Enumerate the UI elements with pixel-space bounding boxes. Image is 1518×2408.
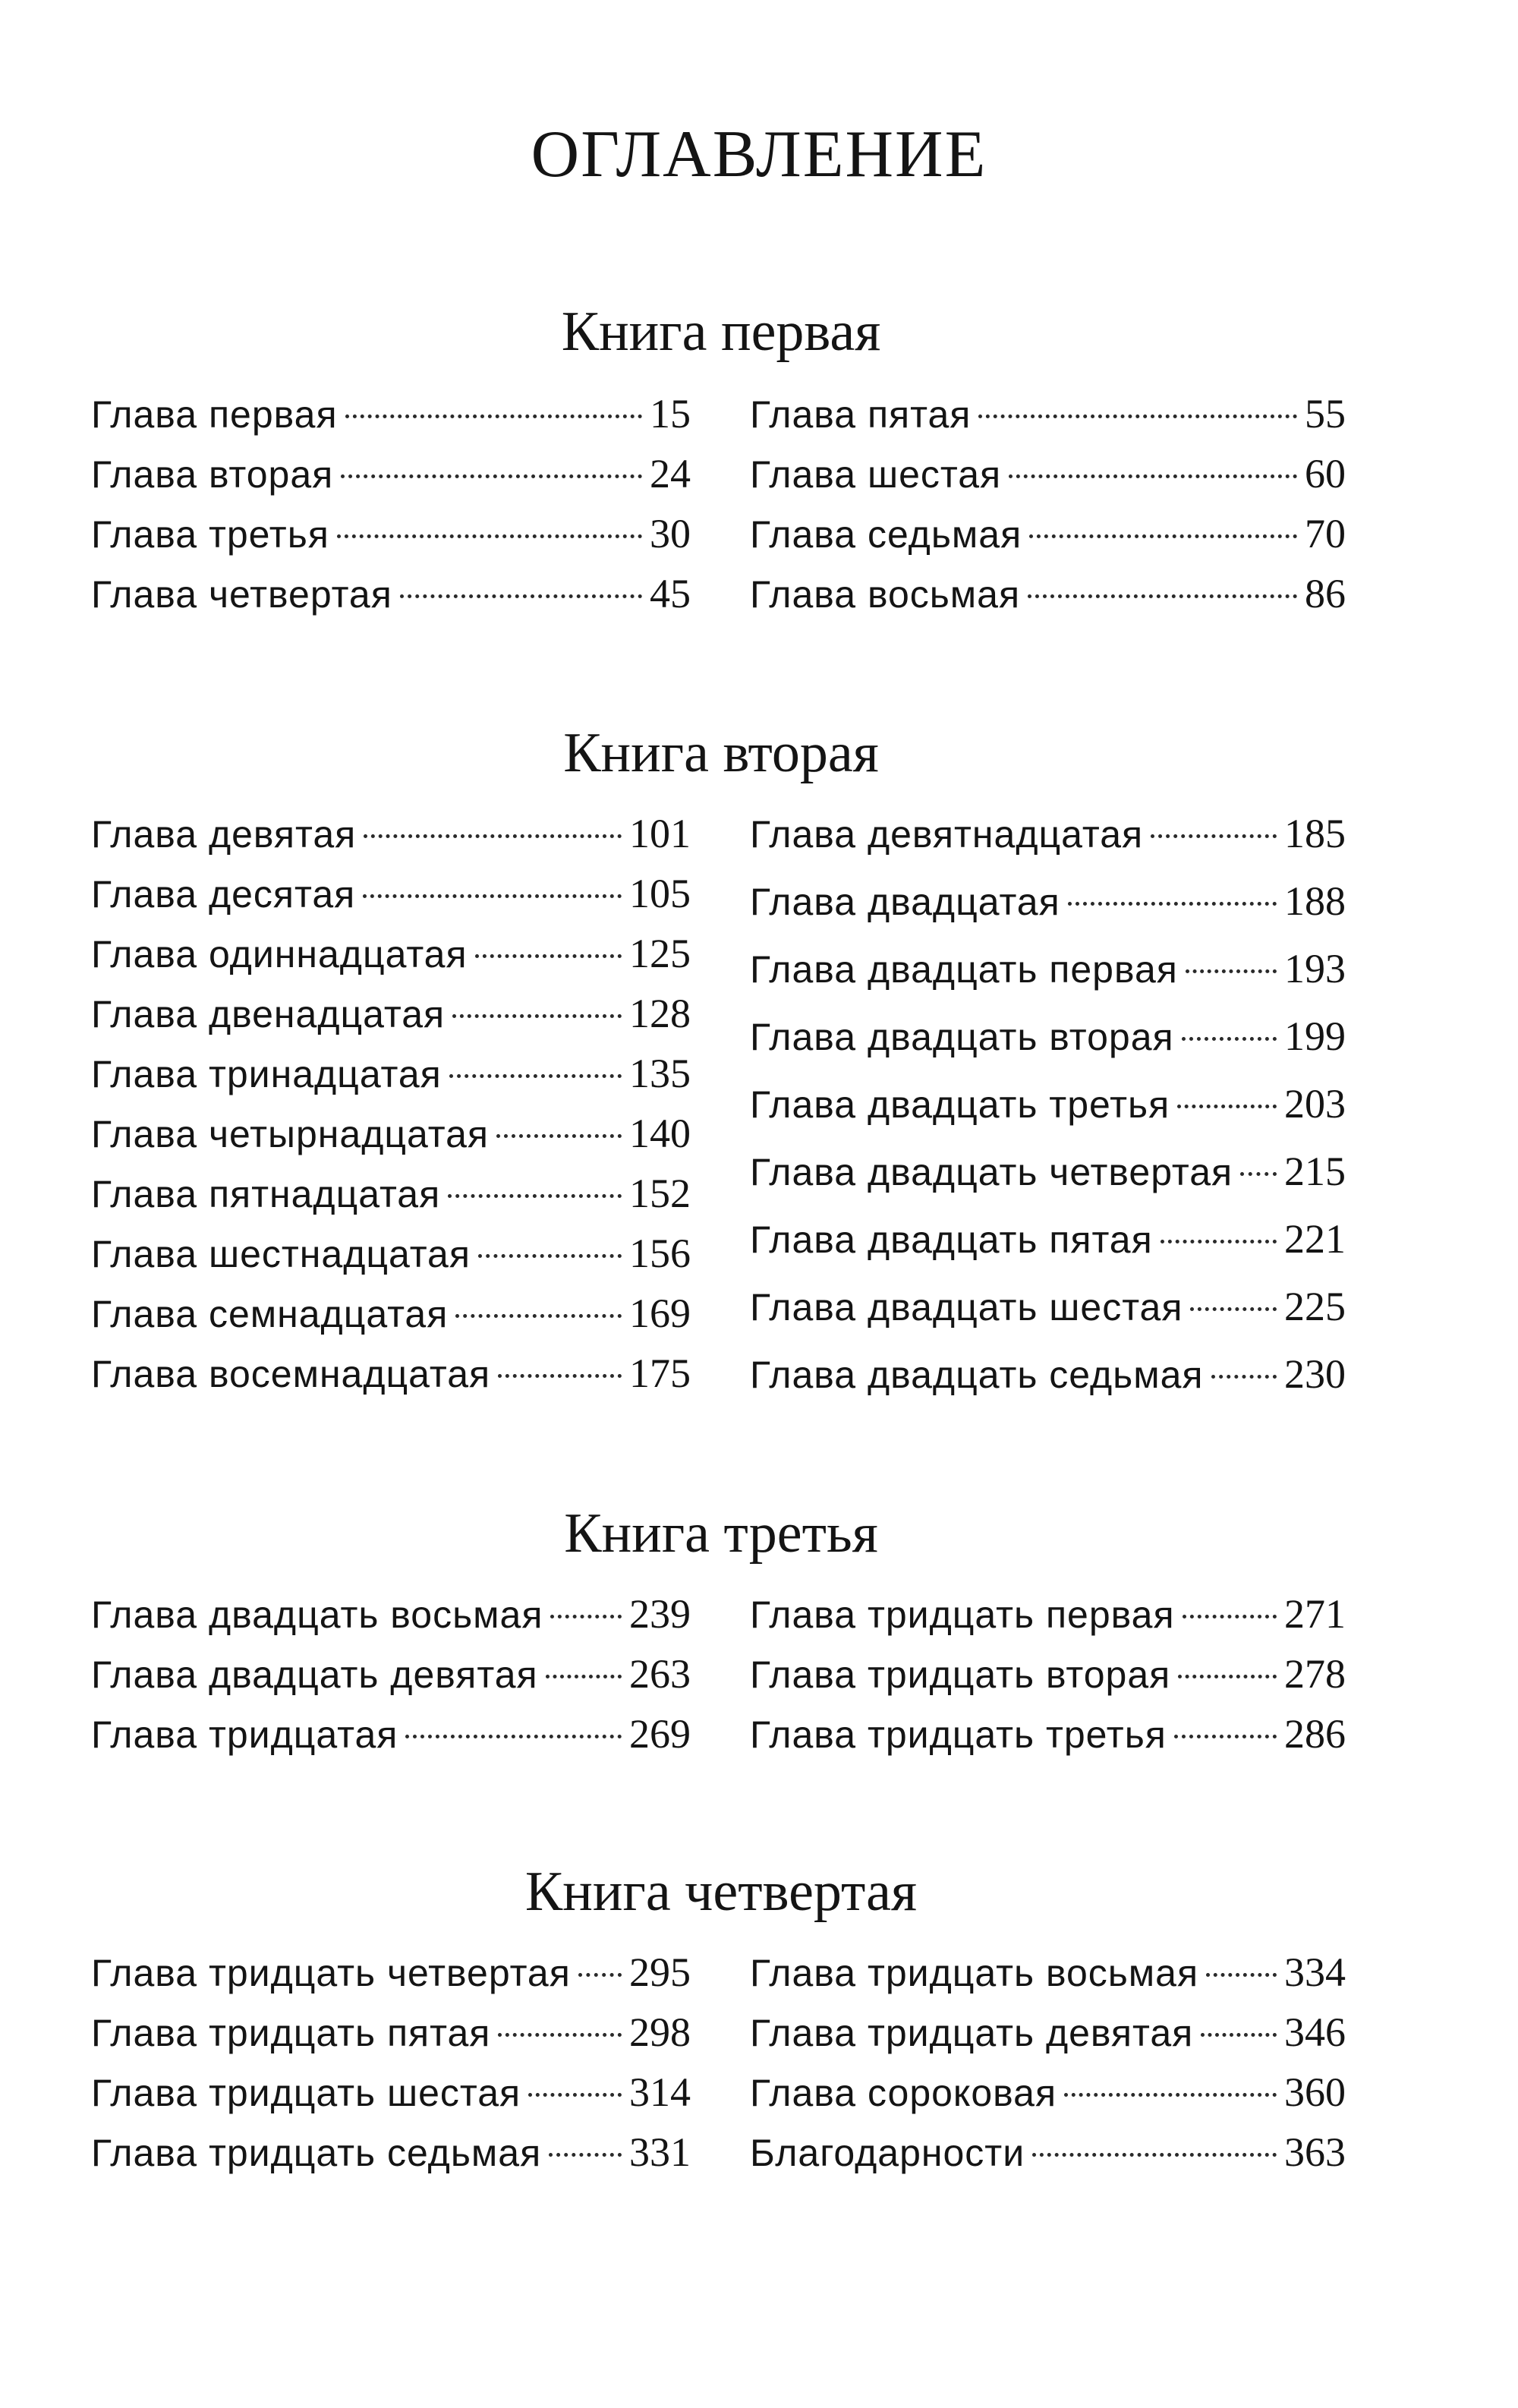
- dot-leader: [1174, 1735, 1277, 1738]
- entry-page: 30: [650, 511, 691, 556]
- entry-page: 188: [1284, 878, 1346, 924]
- dot-leader: [498, 2033, 622, 2037]
- entry-title: Глава сороковая: [750, 2072, 1057, 2114]
- dot-leader: [1211, 1375, 1277, 1379]
- dot-leader: [1177, 1105, 1277, 1108]
- entry-page: 363: [1284, 2129, 1346, 2175]
- dot-leader: [550, 1615, 622, 1618]
- dot-leader: [528, 2093, 622, 2097]
- entry-title: Глава тридцать восьмая: [750, 1952, 1199, 1994]
- dot-leader: [1206, 1973, 1277, 1977]
- entry-page: 271: [1284, 1591, 1346, 1637]
- entry-page: 360: [1284, 2069, 1346, 2115]
- entry-title: Глава тридцать четвертая: [91, 1952, 571, 1994]
- toc-entry[interactable]: [750, 511, 1346, 557]
- toc-entry[interactable]: [91, 2069, 691, 2116]
- entry-title: Глава тридцать третья: [750, 1713, 1167, 1756]
- book-title-2: Книга вторая: [563, 722, 879, 784]
- entry-page: 86: [1305, 571, 1346, 616]
- entry-title: Глава девятая: [91, 813, 357, 856]
- dot-leader: [578, 1973, 622, 1977]
- entry-title: Глава четвертая: [91, 573, 392, 616]
- entry-page: 286: [1284, 1711, 1346, 1757]
- entry-title: Глава двадцать шестая: [750, 1286, 1183, 1328]
- entry-page: 221: [1284, 1216, 1346, 1262]
- entry-title: Глава одиннадцатая: [91, 933, 468, 975]
- entry-title: Глава тридцать шестая: [91, 2072, 521, 2114]
- entry-title: Глава двадцать девятая: [91, 1653, 538, 1696]
- toc-entry[interactable]: [91, 1111, 691, 1157]
- dot-leader: [1240, 1172, 1277, 1176]
- toc-entry[interactable]: [750, 1591, 1346, 1637]
- dot-leader: [1182, 1037, 1277, 1041]
- toc-entry[interactable]: [91, 391, 691, 437]
- entry-title: Глава девятнадцатая: [750, 813, 1144, 856]
- dot-leader: [549, 2153, 622, 2157]
- entry-page: 295: [629, 1949, 691, 1995]
- dot-leader: [498, 1374, 622, 1378]
- entry-title: Глава тридцать вторая: [750, 1653, 1171, 1696]
- dot-leader: [1178, 1675, 1277, 1678]
- toc-entry[interactable]: [91, 1351, 691, 1397]
- entry-title: Глава двадцать седьмая: [750, 1354, 1204, 1396]
- dot-leader: [1064, 2093, 1277, 2097]
- toc-entry[interactable]: [91, 811, 691, 857]
- entry-page: 193: [1284, 946, 1346, 991]
- entry-page: 15: [650, 391, 691, 437]
- toc-entry[interactable]: [750, 811, 1346, 857]
- toc-entry[interactable]: [750, 1216, 1346, 1262]
- toc-entry[interactable]: [750, 1284, 1346, 1330]
- toc-entry[interactable]: [750, 1949, 1346, 1996]
- entry-title: Глава двадцатая: [750, 881, 1060, 923]
- entry-title: Глава двадцать первая: [750, 948, 1178, 991]
- entry-title: Глава восемнадцатая: [91, 1353, 491, 1395]
- entry-page: 140: [629, 1111, 691, 1156]
- toc-entry[interactable]: [91, 1949, 691, 1996]
- book-title-4: Книга четвертая: [524, 1861, 918, 1923]
- dot-leader: [1190, 1307, 1277, 1311]
- dot-leader: [341, 474, 642, 478]
- entry-page: 60: [1305, 451, 1346, 496]
- entry-title: Глава двадцать пятая: [750, 1218, 1153, 1261]
- dot-leader: [1201, 2033, 1277, 2037]
- dot-leader: [345, 414, 642, 418]
- toc-entry[interactable]: [750, 451, 1346, 497]
- entry-title: Глава шестая: [750, 453, 1002, 496]
- entry-page: 225: [1284, 1284, 1346, 1329]
- entry-title: Глава тринадцатая: [91, 1053, 442, 1095]
- entry-page: 156: [629, 1231, 691, 1276]
- entry-title: Глава тридцать первая: [750, 1593, 1175, 1636]
- entry-page: 199: [1284, 1013, 1346, 1059]
- entry-title: Глава двадцать вторая: [750, 1016, 1174, 1058]
- dot-leader: [452, 1014, 622, 1018]
- toc-entry[interactable]: [750, 571, 1346, 617]
- toc-entry[interactable]: [91, 1051, 691, 1097]
- entry-title: Глава тридцатая: [91, 1713, 398, 1756]
- entry-page: 298: [629, 2009, 691, 2055]
- toc-entry[interactable]: [750, 1651, 1346, 1697]
- entry-page: 135: [629, 1051, 691, 1096]
- toc-entry[interactable]: [91, 571, 691, 617]
- dot-leader: [1029, 534, 1297, 538]
- entry-page: 125: [629, 931, 691, 976]
- entry-title: Глава седьмая: [750, 513, 1022, 556]
- toc-entry[interactable]: [750, 1149, 1346, 1195]
- entry-page: 175: [629, 1351, 691, 1396]
- toc-entry[interactable]: [750, 1711, 1346, 1757]
- entry-title: Глава первая: [91, 393, 338, 436]
- toc-entry[interactable]: [750, 391, 1346, 437]
- book-title-1: Книга первая: [561, 301, 881, 363]
- entry-title: Глава шестнадцатая: [91, 1233, 471, 1275]
- toc-entry[interactable]: [91, 1591, 691, 1637]
- dot-leader: [1009, 474, 1297, 478]
- toc-entry[interactable]: [750, 2129, 1346, 2176]
- entry-page: 230: [1284, 1351, 1346, 1397]
- entry-title: Глава пятая: [750, 393, 972, 436]
- entry-page: 105: [629, 871, 691, 916]
- entry-page: 128: [629, 991, 691, 1036]
- entry-title: Глава тридцать седьмая: [91, 2132, 542, 2174]
- dot-leader: [1183, 1615, 1277, 1618]
- entry-title: Глава тридцать пятая: [91, 2012, 491, 2054]
- entry-page: 24: [650, 451, 691, 496]
- toc-entry[interactable]: [750, 878, 1346, 925]
- toc-entry[interactable]: [91, 1171, 691, 1217]
- entry-title: Глава двадцать третья: [750, 1083, 1170, 1126]
- entry-page: 185: [1284, 811, 1346, 856]
- dot-leader: [475, 954, 622, 958]
- book-title-3: Книга третья: [564, 1502, 878, 1565]
- dot-leader: [978, 414, 1297, 418]
- entry-page: 269: [629, 1711, 691, 1757]
- toc-entry[interactable]: [750, 1351, 1346, 1398]
- toc-entry[interactable]: [91, 1711, 691, 1757]
- entry-title: Глава семнадцатая: [91, 1293, 449, 1335]
- entry-title: Благодарности: [750, 2132, 1025, 2174]
- dot-leader: [400, 594, 642, 598]
- entry-page: 239: [629, 1591, 691, 1637]
- entry-title: Глава двадцать четвертая: [750, 1151, 1233, 1193]
- page-title: ОГЛАВЛЕНИЕ: [531, 118, 987, 191]
- dot-leader: [448, 1194, 622, 1198]
- entry-title: Глава вторая: [91, 453, 334, 496]
- entry-page: 55: [1305, 391, 1346, 437]
- toc-entry[interactable]: [91, 931, 691, 977]
- toc-entry[interactable]: [750, 1013, 1346, 1060]
- entry-page: 169: [629, 1291, 691, 1336]
- entry-title: Глава пятнадцатая: [91, 1173, 441, 1215]
- dot-leader: [364, 834, 622, 838]
- toc-entry[interactable]: [91, 2129, 691, 2176]
- toc-entry[interactable]: [91, 871, 691, 917]
- entry-title: Глава восьмая: [750, 573, 1021, 616]
- dot-leader: [449, 1074, 622, 1078]
- toc-entry[interactable]: [750, 2009, 1346, 2056]
- toc-entry[interactable]: [91, 991, 691, 1037]
- entry-title: Глава тридцать девятая: [750, 2012, 1194, 2054]
- entry-page: 334: [1284, 1949, 1346, 1995]
- toc-entry[interactable]: [91, 511, 691, 557]
- dot-leader: [1068, 902, 1277, 906]
- entry-page: 70: [1305, 511, 1346, 556]
- entry-page: 101: [629, 811, 691, 856]
- toc-entry[interactable]: [750, 946, 1346, 992]
- dot-leader: [405, 1735, 622, 1738]
- toc-entry[interactable]: [91, 1291, 691, 1337]
- dot-leader: [496, 1134, 622, 1138]
- dot-leader: [363, 894, 622, 898]
- dot-leader: [455, 1314, 622, 1318]
- dot-leader: [546, 1675, 622, 1678]
- entry-title: Глава десятая: [91, 873, 356, 916]
- toc-entry[interactable]: [91, 1651, 691, 1697]
- entry-page: 346: [1284, 2009, 1346, 2055]
- dot-leader: [337, 534, 642, 538]
- entry-page: 263: [629, 1651, 691, 1697]
- dot-leader: [1151, 834, 1277, 838]
- entry-title: Глава четырнадцатая: [91, 1113, 489, 1155]
- toc-entry[interactable]: [750, 2069, 1346, 2116]
- entry-page: 45: [650, 571, 691, 616]
- entry-title: Глава двадцать восьмая: [91, 1593, 543, 1636]
- dot-leader: [478, 1254, 622, 1258]
- entry-page: 314: [629, 2069, 691, 2115]
- entry-page: 152: [629, 1171, 691, 1216]
- entry-page: 278: [1284, 1651, 1346, 1697]
- entry-title: Глава третья: [91, 513, 329, 556]
- dot-leader: [1032, 2153, 1277, 2157]
- dot-leader: [1028, 594, 1297, 598]
- entry-page: 203: [1284, 1081, 1346, 1127]
- toc-entry[interactable]: [91, 1231, 691, 1277]
- toc-entry[interactable]: [91, 451, 691, 497]
- dot-leader: [1161, 1240, 1277, 1243]
- toc-entry[interactable]: [750, 1081, 1346, 1127]
- entry-page: 215: [1284, 1149, 1346, 1194]
- entry-page: 331: [629, 2129, 691, 2175]
- entry-title: Глава двенадцатая: [91, 993, 446, 1035]
- toc-entry[interactable]: [91, 2009, 691, 2056]
- dot-leader: [1186, 969, 1277, 973]
